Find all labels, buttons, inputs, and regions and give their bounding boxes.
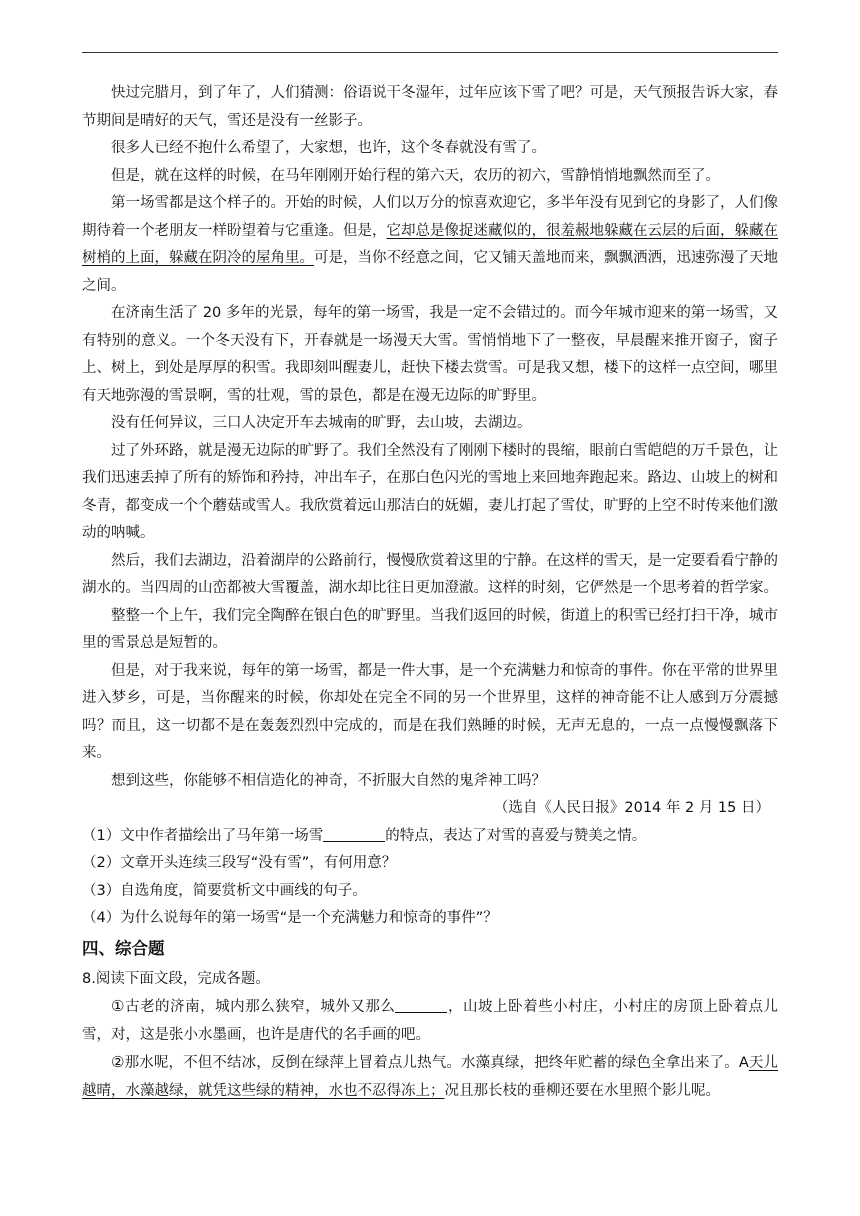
question-2: （2）文章开头连续三段写“没有雪”，有何用意？ [82,855,397,871]
question-4: （4）为什么说每年的第一场雪“是一个充满魅力和惊奇的事件”？ [82,910,498,926]
paragraph-4-after: 可是，当你不经意之间，它又铺天盖地而来，飘飘洒洒，迅速弥漫了天地之间。 [82,250,778,294]
paragraph-4 [82,190,778,300]
paragraph-8: 然后，我们去湖边，沿着湖岸的公路前行，慢慢欣赏着这里的宁静。在这样的雪天，是一定要看看宁静的湖水的。当四周的山峦都被大雪覆盖，湖水却比往日更加澄澈。这样的时刻，它俨然是一个思考着的哲学家。 [82,552,778,596]
question-8-title: 8.阅读下面文段，完成各题。 [82,970,270,987]
q8-p1-after: ，山坡上卧着些小村庄，小村庄的房顶上卧着点儿雪，对，这是张小水墨画，也许是唐代的名手画的吧。 [82,999,779,1043]
paragraph-11: 想到这些，你能够不相信造化的神奇，不折服大自然的鬼斧神工吗？ [111,772,546,789]
paragraph-2: 很多人已经不抱什么希望了，大家想，也许，这个冬春就没有雪了。 [111,140,546,156]
paragraph-6: 没有任何异议，三口人决定开车去城南的旷野，去山坡，去湖边。 [111,415,532,431]
paragraph-7: 过了外环路，就是漫无边际的旷野了。我们全然没有了刚刚下楼时的畏缩，眼前白雪皑皑的万千景色，让我们迅速丢掉了所有的矫饰和矜持，冲出车子，在那白色闪光的雪地上来回地奔跑起来。路边、山坡上的树和冬青，都变成一个个蘑菇或雪人。我欣赏着远山那洁白的妩媚，妻儿打起了雪仗，旷野的上空不时传来他们激动的呐喊。 [82,442,778,541]
paragraph-10: 但是，对于我来说，每年的第一场雪，都是一件大事，是一个充满魅力和惊奇的事件。你在平常的世界里进入梦乡，可是，当你醒来的时候，你却处在完全不同的另一个世界里，这样的神奇能不让人感到万分震撼吗？而且，这一切都不是在轰轰烈烈中完成的，而是在我们熟睡的时候，无声无息的，一点一点慢慢飘落下来。 [82,662,778,761]
circled-number-1: ① [111,997,125,1015]
section-heading: 四、综合题 [82,938,165,958]
q8-p1-before: 古老的济南，城内那么狭窄，城外又那么 [124,999,396,1015]
q8-p2-after: 况且那长枝的垂柳还要在水里照个影儿呢。 [444,1082,720,1099]
question-1 [82,823,778,851]
paragraph-3: 但是，就在这样的时候，在马年刚刚开始行程的第六天，农历的初六，雪静悄悄地飘然而至了。 [111,167,720,184]
document-body [82,80,778,1105]
question-8-paragraph-1 [82,993,778,1049]
question-1-before: （1）文中作者描绘出了马年第一场雪 [82,827,324,844]
q8-p2-before: 那水呢，不但不结冰，反倒在绿萍上冒着点儿热气。水藻真绿，把终年贮蓄的绿色全拿出来了。A [124,1055,749,1071]
answer-blank-2 [395,998,447,1013]
question-8-paragraph-2 [82,1049,778,1105]
question-3: （3）自选角度，简要赏析文中画线的句子。 [82,882,367,899]
header-rule [82,52,778,53]
paragraph-9: 整整一个上午，我们完全陶醉在银白色的旷野里。当我们返回的时候，街道上的积雪已经打扫干净，城市里的雪景总是短暂的。 [82,607,778,651]
q8-underlined-sentence: 天儿越晴，水藻越绿，就凭这些绿的精神，水也不忍得冻上； [82,1055,778,1099]
answer-blank [323,827,385,842]
paragraph-1: 快过完腊月，到了年了，人们猜测：俗语说干冬湿年，过年应该下雪了吧？可是，天气预报告诉大家，春节期间是晴好的天气，雪还是没有一丝影子。 [82,85,778,129]
paragraph-5: 在济南生活了 20 多年的光景，每年的第一场雪，我是一定不会错过的。而今年城市迎来的第一场雪，又有特别的意义。一个冬天没有下，开春就是一场漫天大雪。雪悄悄地下了一整夜，早晨醒来推开窗子，窗子上、树上，到处是厚厚的积雪。我即刻叫醒妻儿，赶快下楼去赏雪。可是我又想，楼下的这样一点空间，哪里有天地弥漫的雪景啊，雪的壮观，雪的景色，都是在漫无边际的旷野里。 [82,305,778,404]
underlined-sentence: 它却总是像捉迷藏似的，很羞赧地躲藏在云层的后面，躲藏在树梢的上面，躲藏在阴冷的屋角里。 [82,222,778,266]
paragraph-4-before: 第一场雪都是这个样子的。开始的时候，人们以万分的惊喜欢迎它，多半年没有见到它的身影了，人们像期待着一个老朋友一样盼望着与它重逢。但是， [82,195,778,239]
circled-number-2: ② [111,1053,125,1071]
question-1-after: 的特点，表达了对雪的喜爱与赞美之情。 [385,827,647,844]
source-citation: （选自《人民日报》2014 年 2 月 15 日） [493,800,770,816]
